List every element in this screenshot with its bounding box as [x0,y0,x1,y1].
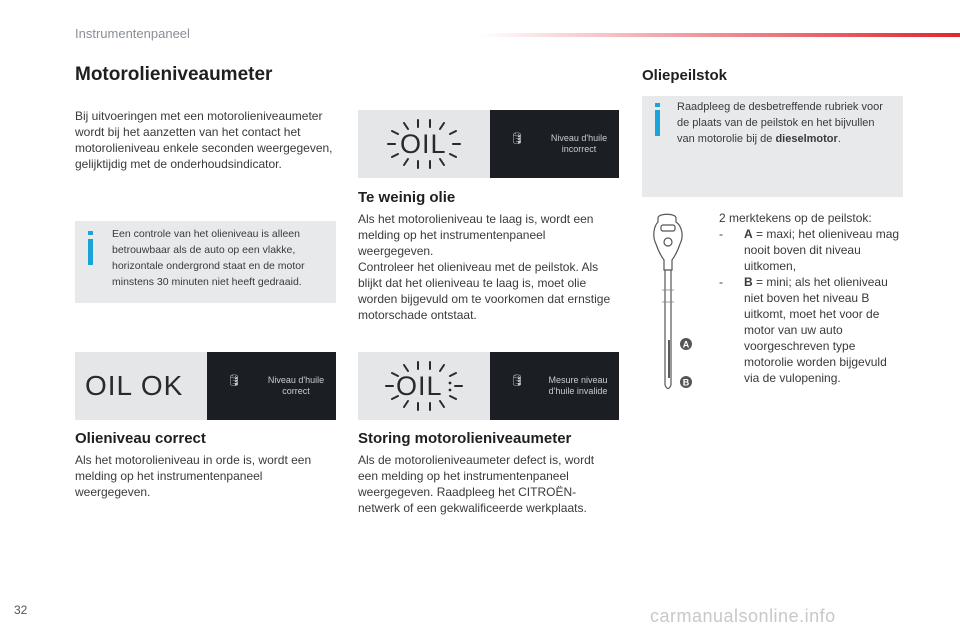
info-box-dipstick-text [677,99,892,147]
dipstick-marks-block [719,210,904,386]
dipstick-marks-list [719,226,904,386]
dipstick-mark-item: - A = maxi; het olieniveau mag nooit boven dit niveau uitkomen, [719,227,900,273]
display-message: Niveau d'huile incorrect [550,133,608,154]
display-oil-low-screen [358,110,490,178]
display-oil-low [358,110,619,178]
display-message: Mesure niveau d'huile invalide [548,375,608,396]
oil-can-icon: 🛢 [510,133,524,145]
info-text-prefix: Raadpleeg de desbetreffende rubriek voor de plaats van de peilstok en het bijvullen van motorolie bij de [677,101,883,145]
info-box-dipstick [642,96,903,197]
section-title-gauge-fault: Storing motorolieniveaumeter [358,430,572,447]
section-text-low-oil: Als het motorolieniveau te laag is, wordt een melding op het instrumentenpaneel weergegeven. Controleer het olieniveau met de peilstok. Als blijkt dat het olieniveau te laag is, moet olie worden bijgevuld om te voorkomen dat ernstige motorschade ontstaat. [358,212,611,322]
display-oil-low-message-area [490,110,619,178]
oil-can-icon: 🛢 [510,375,524,387]
info-box-text: Een controle van het olieniveau is alleen betrouwbaar als de auto op een vlakke, horizontale ondergrond staat en de motor minstens 30 minuten niet heeft gedraaid. [112,228,305,288]
watermark: carmanualsonline.info [650,606,836,626]
dipstick-marks-intro: 2 merktekens op de peilstok: [719,211,872,225]
intro-paragraph: Bij uitvoeringen met een motorolieniveaumeter wordt bij het aanzetten van het contact het motorolieniveau enkele seconden weergegeven, gelijktijdig met de onderhoudsindicator. [75,109,333,171]
page-title: Motorolieniveaumeter [75,64,273,85]
display-oil-text: OIL [400,129,447,159]
section-title-level-correct: Olieniveau correct [75,430,206,447]
mark-text: = mini; als het olieniveau niet boven het niveau B uitkomt, moet het voor de motor van uw auto voorgeschreven type motorolie worden bijgevuld via de vulopening. [744,275,888,385]
info-text-bold: dieselmotor [775,133,838,145]
dipstick-label-b: B [682,377,690,388]
display-oil-fault-text: OIL [396,371,443,401]
header-accent-rule [480,33,960,37]
display-oil-fault-message-area [490,352,619,420]
display-oil-ok-message-area [207,352,336,420]
display-oil-fault-screen [358,352,490,420]
display-oil-ok [75,352,336,420]
info-icon-bar [655,110,660,136]
section-text-level-correct: Als het motorolieniveau in orde is, wordt een melding op het instrumentenpaneel weergegeven. [75,453,312,499]
display-oil-ok-text: OIL OK [85,370,184,401]
info-icon [88,231,93,235]
mark-letter: A [744,227,753,241]
mark-letter: B [744,275,753,289]
section-title-low-oil: Te weinig olie [358,189,456,206]
info-icon [655,103,660,107]
info-icon-bar [88,239,93,265]
info-text-suffix: . [837,133,841,145]
oil-can-icon: 🛢 [227,375,241,387]
display-message: Niveau d'huile correct [267,375,325,396]
display-oil-ok-screen [75,352,207,420]
mark-text: = maxi; het olieniveau mag nooit boven dit niveau uitkomen, [744,227,900,273]
section-header: Instrumentenpaneel [75,26,190,41]
dipstick-label-a: A [682,339,690,350]
dipstick-illustration [640,210,700,400]
dipstick-mark-item: - B = mini; als het olieniveau niet boven het niveau B uitkomt, moet het voor de motor van uw auto voorgeschreven type motorolie worden bijgevuld via de vulopening. [719,275,888,385]
info-box-level-check [75,221,336,303]
section-title-dipstick: Oliepeilstok [642,67,728,84]
page-number: 32 [14,603,28,617]
display-oil-fault [358,352,619,420]
section-text-gauge-fault: Als de motorolieniveaumeter defect is, wordt een melding op het instrumentenpaneel weergegeven. Raadpleeg het CITROËN-netwerk of een gekwalificeerde werkplaats. [358,453,595,515]
